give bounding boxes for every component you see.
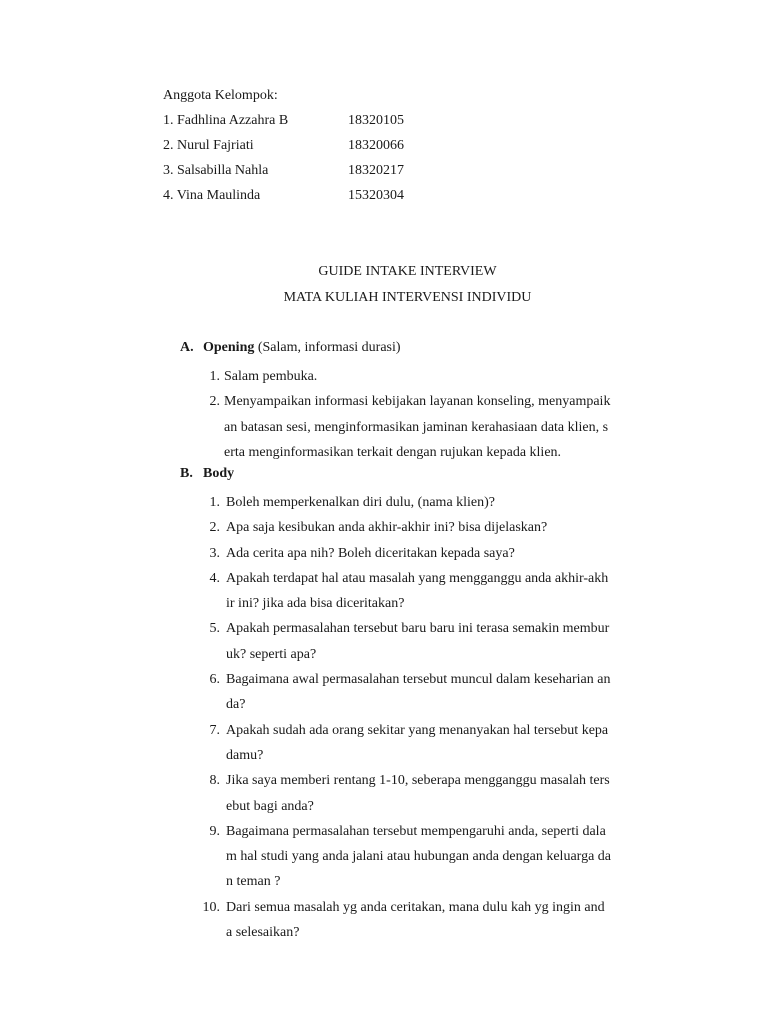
- item-text: Ada cerita apa nih? Boleh diceritakan kepada saya?: [226, 545, 515, 561]
- item-number: 2.: [209, 394, 220, 410]
- item-number: 10.: [202, 899, 220, 915]
- member-name: 2. Nurul Fajriati: [163, 138, 254, 153]
- member-id: 15320304: [348, 188, 404, 203]
- section-letter: A.: [180, 340, 194, 355]
- item-number: 2.: [209, 520, 220, 536]
- item-text: Bagaimana permasalahan tersebut mempengaruhi anda, seperti dala m hal studi yang anda jalani atau hubungan anda dengan keluarga da n teman ?: [226, 823, 611, 890]
- item-text: Apakah sudah ada orang sekitar yang menanyakan hal tersebut kepa damu?: [226, 722, 609, 763]
- item-number: 3.: [209, 545, 220, 561]
- member-name: 4. Vina Maulinda: [163, 188, 261, 203]
- list-item: [180, 667, 660, 718]
- item-text: Boleh memperkenalkan diri dulu, (nama klien)?: [226, 495, 496, 510]
- section-heading: [180, 464, 660, 490]
- list-item: [180, 895, 660, 946]
- member-name: 3. Salsabilla Nahla: [163, 163, 269, 178]
- list-item: [180, 490, 660, 515]
- member-row: [163, 111, 463, 136]
- list-item: [180, 515, 660, 540]
- item-number: 5.: [209, 621, 220, 637]
- list-item: [180, 718, 660, 769]
- document-title: [0, 262, 768, 314]
- section-title: [203, 338, 401, 358]
- item-number: 6.: [209, 672, 220, 688]
- item-text: Salam pembuka.: [224, 369, 318, 384]
- list-item: [180, 541, 660, 566]
- item-text: Bagaimana awal permasalahan tersebut muncul dalam keseharian an da?: [226, 672, 611, 713]
- member-row: [163, 161, 463, 186]
- item-number: 1.: [209, 369, 220, 384]
- section-label: Body: [203, 466, 235, 481]
- group-members: [163, 86, 463, 211]
- title-line-2: MATA KULIAH INTERVENSI INDIVIDU: [283, 290, 532, 305]
- section-heading: [180, 338, 660, 364]
- list-item: [180, 566, 660, 617]
- member-id: 18320217: [348, 163, 404, 178]
- item-number: 4.: [209, 570, 220, 586]
- member-id: 18320066: [348, 138, 404, 153]
- section-opening: [180, 338, 660, 465]
- item-text: Apakah terdapat hal atau masalah yang mengganggu anda akhir-akh ir ini? jika ada bisa diceritakan?: [226, 570, 609, 612]
- item-text: Apa saja kesibukan anda akhir-akhir ini? bisa dijelaskan?: [226, 520, 548, 536]
- item-number: 8.: [209, 773, 220, 789]
- item-text: Jika saya memberi rentang 1-10, seberapa mengganggu masalah ters ebut bagi anda?: [226, 773, 610, 814]
- item-text: Apakah permasalahan tersebut baru baru ini terasa semakin membur uk? seperti apa?: [226, 621, 610, 662]
- item-number: 9.: [209, 823, 220, 839]
- section-body: [180, 464, 660, 945]
- item-number: 1.: [209, 495, 220, 510]
- section-letter: B.: [180, 466, 193, 481]
- item-text: Dari semua masalah yg anda ceritakan, mana dulu kah yg ingin and a selesaikan?: [226, 899, 605, 941]
- member-row: [163, 136, 463, 161]
- members-heading: Anggota Kelompok:: [163, 88, 278, 103]
- title-line-1: GUIDE INTAKE INTERVIEW: [318, 264, 497, 279]
- section-detail: (Salam, informasi durasi): [254, 340, 401, 355]
- list-item: [180, 364, 660, 389]
- member-name: 1. Fadhlina Azzahra B: [163, 113, 289, 128]
- member-id: 18320105: [348, 113, 404, 128]
- list-item: [180, 616, 660, 667]
- member-row: [163, 186, 463, 211]
- item-number: 7.: [209, 722, 220, 738]
- list-item: [180, 819, 660, 895]
- list-item: [180, 768, 660, 819]
- section-label: Opening: [203, 340, 255, 355]
- item-text: Menyampaikan informasi kebijakan layanan konseling, menyampaik an batasan sesi, menginformasikan jaminan kerahasiaan data klien, s erta menginformasikan terkait dengan rujukan kepada klien.: [224, 394, 611, 460]
- list-item: [180, 389, 660, 465]
